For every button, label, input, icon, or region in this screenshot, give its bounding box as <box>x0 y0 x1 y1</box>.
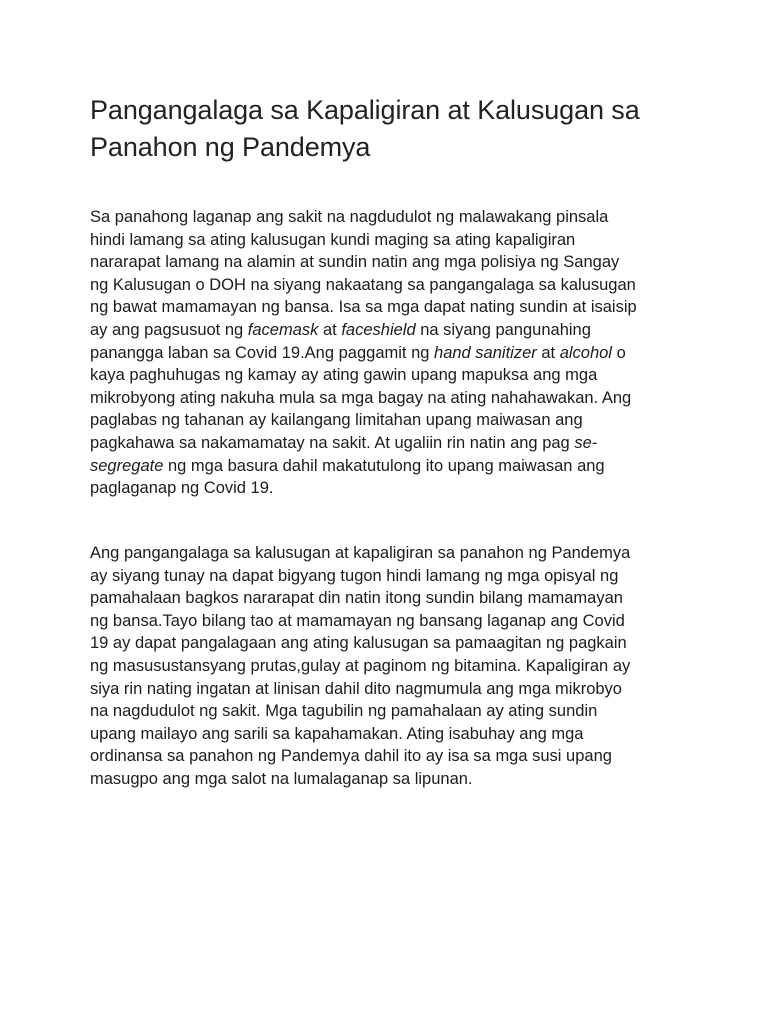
paragraph-line: 19 ay dapat pangalagaan ang ating kalusugan sa pamaagitan ng pagkain <box>90 634 627 653</box>
paragraph-line <box>90 319 710 342</box>
paragraph-line <box>90 432 710 455</box>
paragraph-line: ng Kalusugan o DOH na siyang nakaatang sa pangangalaga sa kalusugan <box>90 275 636 294</box>
title-line: Pangangalaga sa Kapaligiran at Kalusugan sa <box>90 95 640 125</box>
paragraph-line: paglabas ng tahanan ay kailangang limitahan upang maiwasan ang <box>90 411 583 430</box>
text-run: pagkahawa sa nakamamatay na sakit. At ugaliin rin natin ang pag <box>90 433 575 452</box>
title-line: Panahon ng Pandemya <box>90 132 371 162</box>
italic-term-alcohol: alcohol <box>559 343 612 362</box>
paragraph-line: upang mailayo ang sarili sa kapahamakan. Ating isabuhay ang mga <box>90 724 584 743</box>
paragraph-line <box>90 342 710 365</box>
text-run: at <box>536 343 560 362</box>
paragraph-line: hindi lamang sa ating kalusugan kundi maging sa ating kapaligiran <box>90 230 576 249</box>
text-run: at <box>318 320 342 339</box>
paragraph-line: nararapat lamang na alamin at sundin natin ang mga polisiya ng Sangay <box>90 253 620 272</box>
italic-term-faceshield: faceshield <box>341 320 416 339</box>
text-run: ay ang pagsusuot ng <box>90 320 248 339</box>
paragraph-line: paglaganap ng Covid 19. <box>90 479 274 498</box>
paragraph-1 <box>90 206 710 500</box>
paragraph-line: kaya paghuhugas ng kamay ay ating gawin upang mapuksa ang mga <box>90 366 598 385</box>
paragraph-line: ng bansa.Tayo bilang tao at mamamayan ng bansang laganap ang Covid <box>90 611 625 630</box>
text-run: na siyang pangunahing <box>415 320 591 339</box>
paragraph-line: ng masusustansyang prutas,gulay at paginom ng bitamina. Kapaligiran ay <box>90 656 631 675</box>
paragraph-line: ordinansa sa panahon ng Pandemya dahil ito ay isa sa mga susi upang <box>90 747 612 766</box>
italic-term-se-segregate: se- <box>574 433 598 452</box>
paragraph-line: Sa panahong laganap ang sakit na nagdudulot ng malawakang pinsala <box>90 208 609 226</box>
paragraph-2 <box>90 542 710 791</box>
paragraph-line <box>90 455 710 478</box>
text-run: o <box>611 343 626 362</box>
paragraph-line: ng bawat mamamayan ng bansa. Isa sa mga dapat nating sundin at isaisip <box>90 298 637 317</box>
paragraph-line: ay siyang tunay na dapat bigyang tugon hindi lamang ng mga opisyal ng <box>90 566 619 585</box>
italic-term-facemask: facemask <box>247 320 319 339</box>
paragraph-line: siya rin nating ingatan at linisan dahil dito nagmumula ang mga mikrobyo <box>90 679 622 698</box>
italic-term-hand-sanitizer: hand sanitizer <box>434 343 537 362</box>
document-title <box>90 92 730 166</box>
paragraph-line: Ang pangangalaga sa kalusugan at kapaligiran sa panahon ng Pandemya <box>90 544 631 562</box>
text-run: ng mga basura dahil makatutulong ito upang maiwasan ang <box>163 456 605 475</box>
paragraph-line: na nagdudulot ng sakit. Mga tagubilin ng pamahalaan ay ating sundin <box>90 702 598 721</box>
italic-term-segregate: segregate <box>90 456 164 475</box>
paragraph-line: mikrobyong ating nakuha mula sa mga bagay na ating nahahawakan. Ang <box>90 388 632 407</box>
paragraph-line: pamahalaan bagkos nararapat din natin itong sundin bilang mamamayan <box>90 589 623 608</box>
paragraph-line: masugpo ang mga salot na lumalaganap sa lipunan. <box>90 769 473 788</box>
text-run: panangga laban sa Covid 19.Ang paggamit ng <box>90 343 435 362</box>
